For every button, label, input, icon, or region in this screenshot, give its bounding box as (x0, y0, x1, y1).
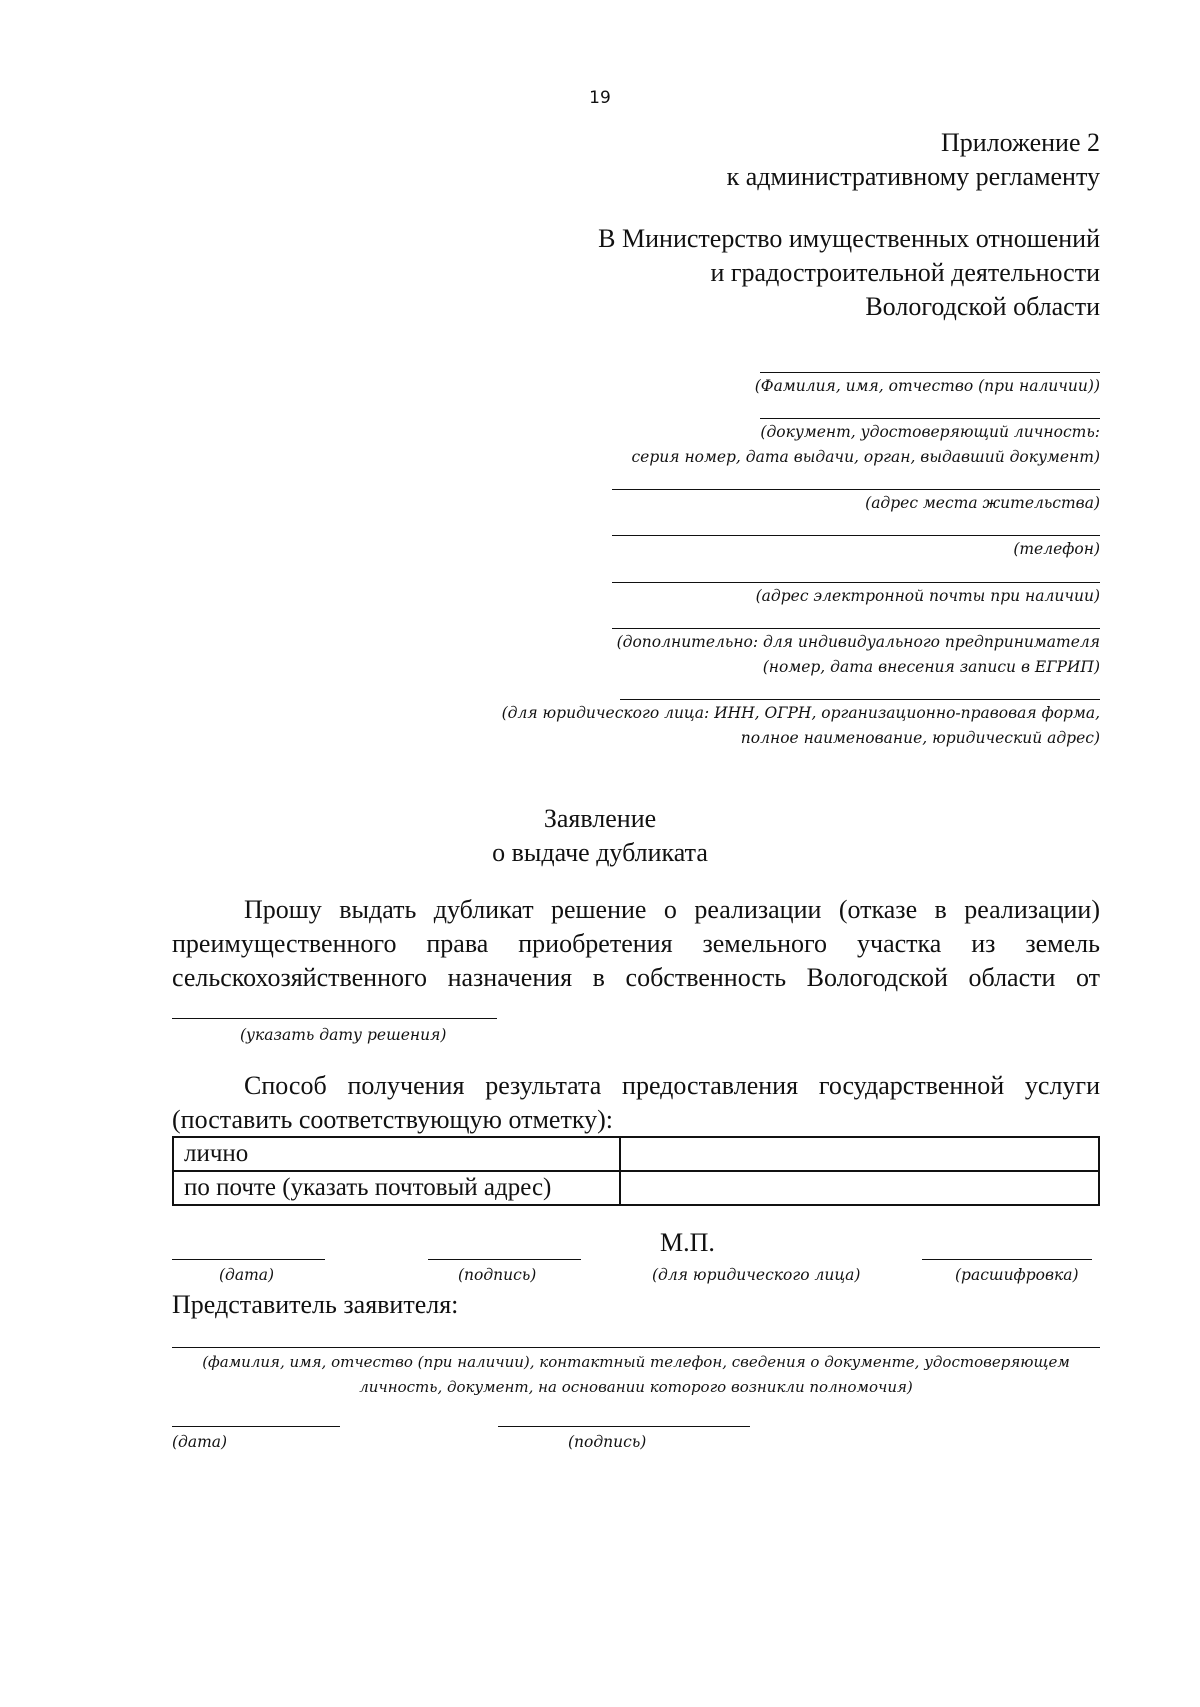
ip-caption-line-2: (номер, дата внесения записи в ЕГРИП) (762, 658, 1100, 676)
title-line-1: Заявление (543, 804, 657, 833)
email-line[interactable] (612, 582, 1100, 583)
addressee-line-1: В Министерство имущественных отношений (598, 224, 1100, 253)
request-line-1: Прошу выдать дубликат решение о реализации (отказе в реализации) (244, 895, 1100, 924)
request-paragraph (172, 893, 1100, 995)
representative-label: Представитель заявителя: (172, 1290, 459, 1319)
appendix-line-2: к административному регламенту (726, 162, 1100, 191)
ip-line[interactable] (612, 628, 1100, 629)
decision-date-caption: (указать дату решения) (240, 1026, 447, 1044)
fio-line[interactable] (760, 372, 1100, 373)
document-line[interactable] (760, 418, 1100, 419)
phone-line[interactable] (612, 535, 1100, 536)
signature-date-line[interactable] (172, 1259, 325, 1260)
representative-date-caption: (дата) (172, 1433, 228, 1451)
method-paragraph (172, 1069, 1100, 1137)
request-line-3: сельскохозяйственного назначения в собственность Вологодской области от (172, 963, 1100, 992)
legal-caption-line-1: (для юридического лица: ИНН, ОГРН, организационно-правовая форма, (501, 704, 1100, 722)
decision-date-line[interactable] (172, 1018, 497, 1019)
method-option-personal-mark[interactable] (620, 1137, 1099, 1171)
ip-caption-line-1: (дополнительно: для индивидуального предпринимателя (616, 633, 1100, 651)
signature-sign-line[interactable] (428, 1259, 581, 1260)
address-caption: (адрес места жительства) (865, 494, 1100, 512)
legal-caption (502, 701, 1100, 751)
ip-caption (617, 630, 1100, 680)
representative-sign-line[interactable] (498, 1426, 750, 1427)
document-caption-line-2: серия номер, дата выдачи, орган, выдавший документ) (631, 448, 1100, 466)
representative-line[interactable] (172, 1347, 1100, 1348)
method-line-1: Способ получения результата предоставления государственной услуги (244, 1071, 1100, 1100)
document-caption (632, 420, 1101, 470)
signature-decode-caption: (расшифровка) (955, 1266, 1079, 1284)
appendix-header (727, 126, 1100, 194)
method-table (172, 1136, 1100, 1206)
addressee-line-2: и градостроительной деятельности (710, 258, 1100, 287)
phone-caption: (телефон) (1013, 540, 1100, 558)
signature-date-caption: (дата) (219, 1266, 275, 1284)
table-row (173, 1171, 1099, 1205)
representative-caption (172, 1350, 1100, 1400)
email-caption: (адрес электронной почты при наличии) (755, 587, 1100, 605)
addressee-line-3: Вологодской области (865, 292, 1100, 321)
seal-mark: М.П. (660, 1228, 715, 1257)
signature-legal-caption: (для юридического лица) (652, 1266, 861, 1284)
fio-caption: (Фамилия, имя, отчество (при наличии)) (754, 377, 1100, 395)
representative-date-line[interactable] (172, 1426, 340, 1427)
title-line-2: о выдаче дубликата (492, 838, 708, 867)
signature-sign-caption: (подпись) (458, 1266, 537, 1284)
legal-caption-line-2: полное наименование, юридический адрес) (740, 729, 1100, 747)
signature-decode-line[interactable] (922, 1259, 1092, 1260)
method-option-personal-label: лично (173, 1137, 620, 1171)
method-option-mail-mark[interactable] (620, 1171, 1099, 1205)
address-line[interactable] (612, 489, 1100, 490)
document-title (0, 802, 1200, 870)
method-option-mail-label: по почте (указать почтовый адрес) (173, 1171, 620, 1205)
method-line-2: (поставить соответствующую отметку): (172, 1105, 613, 1134)
appendix-line-1: Приложение 2 (940, 128, 1100, 157)
table-row (173, 1137, 1099, 1171)
legal-line[interactable] (620, 699, 1100, 700)
addressee-block (598, 222, 1100, 324)
representative-caption-line-2: личность, документ, на основании которого возникли полномочия) (359, 1378, 913, 1396)
representative-caption-line-1: (фамилия, имя, отчество (при наличии), контактный телефон, сведения о документе, удостоверяющем (202, 1353, 1070, 1371)
page-number: 19 (589, 88, 611, 108)
request-line-2: преимущественного права приобретения земельного участка из земель (172, 929, 1100, 958)
document-caption-line-1: (документ, удостоверяющий личность: (760, 423, 1100, 441)
representative-sign-caption: (подпись) (568, 1433, 647, 1451)
